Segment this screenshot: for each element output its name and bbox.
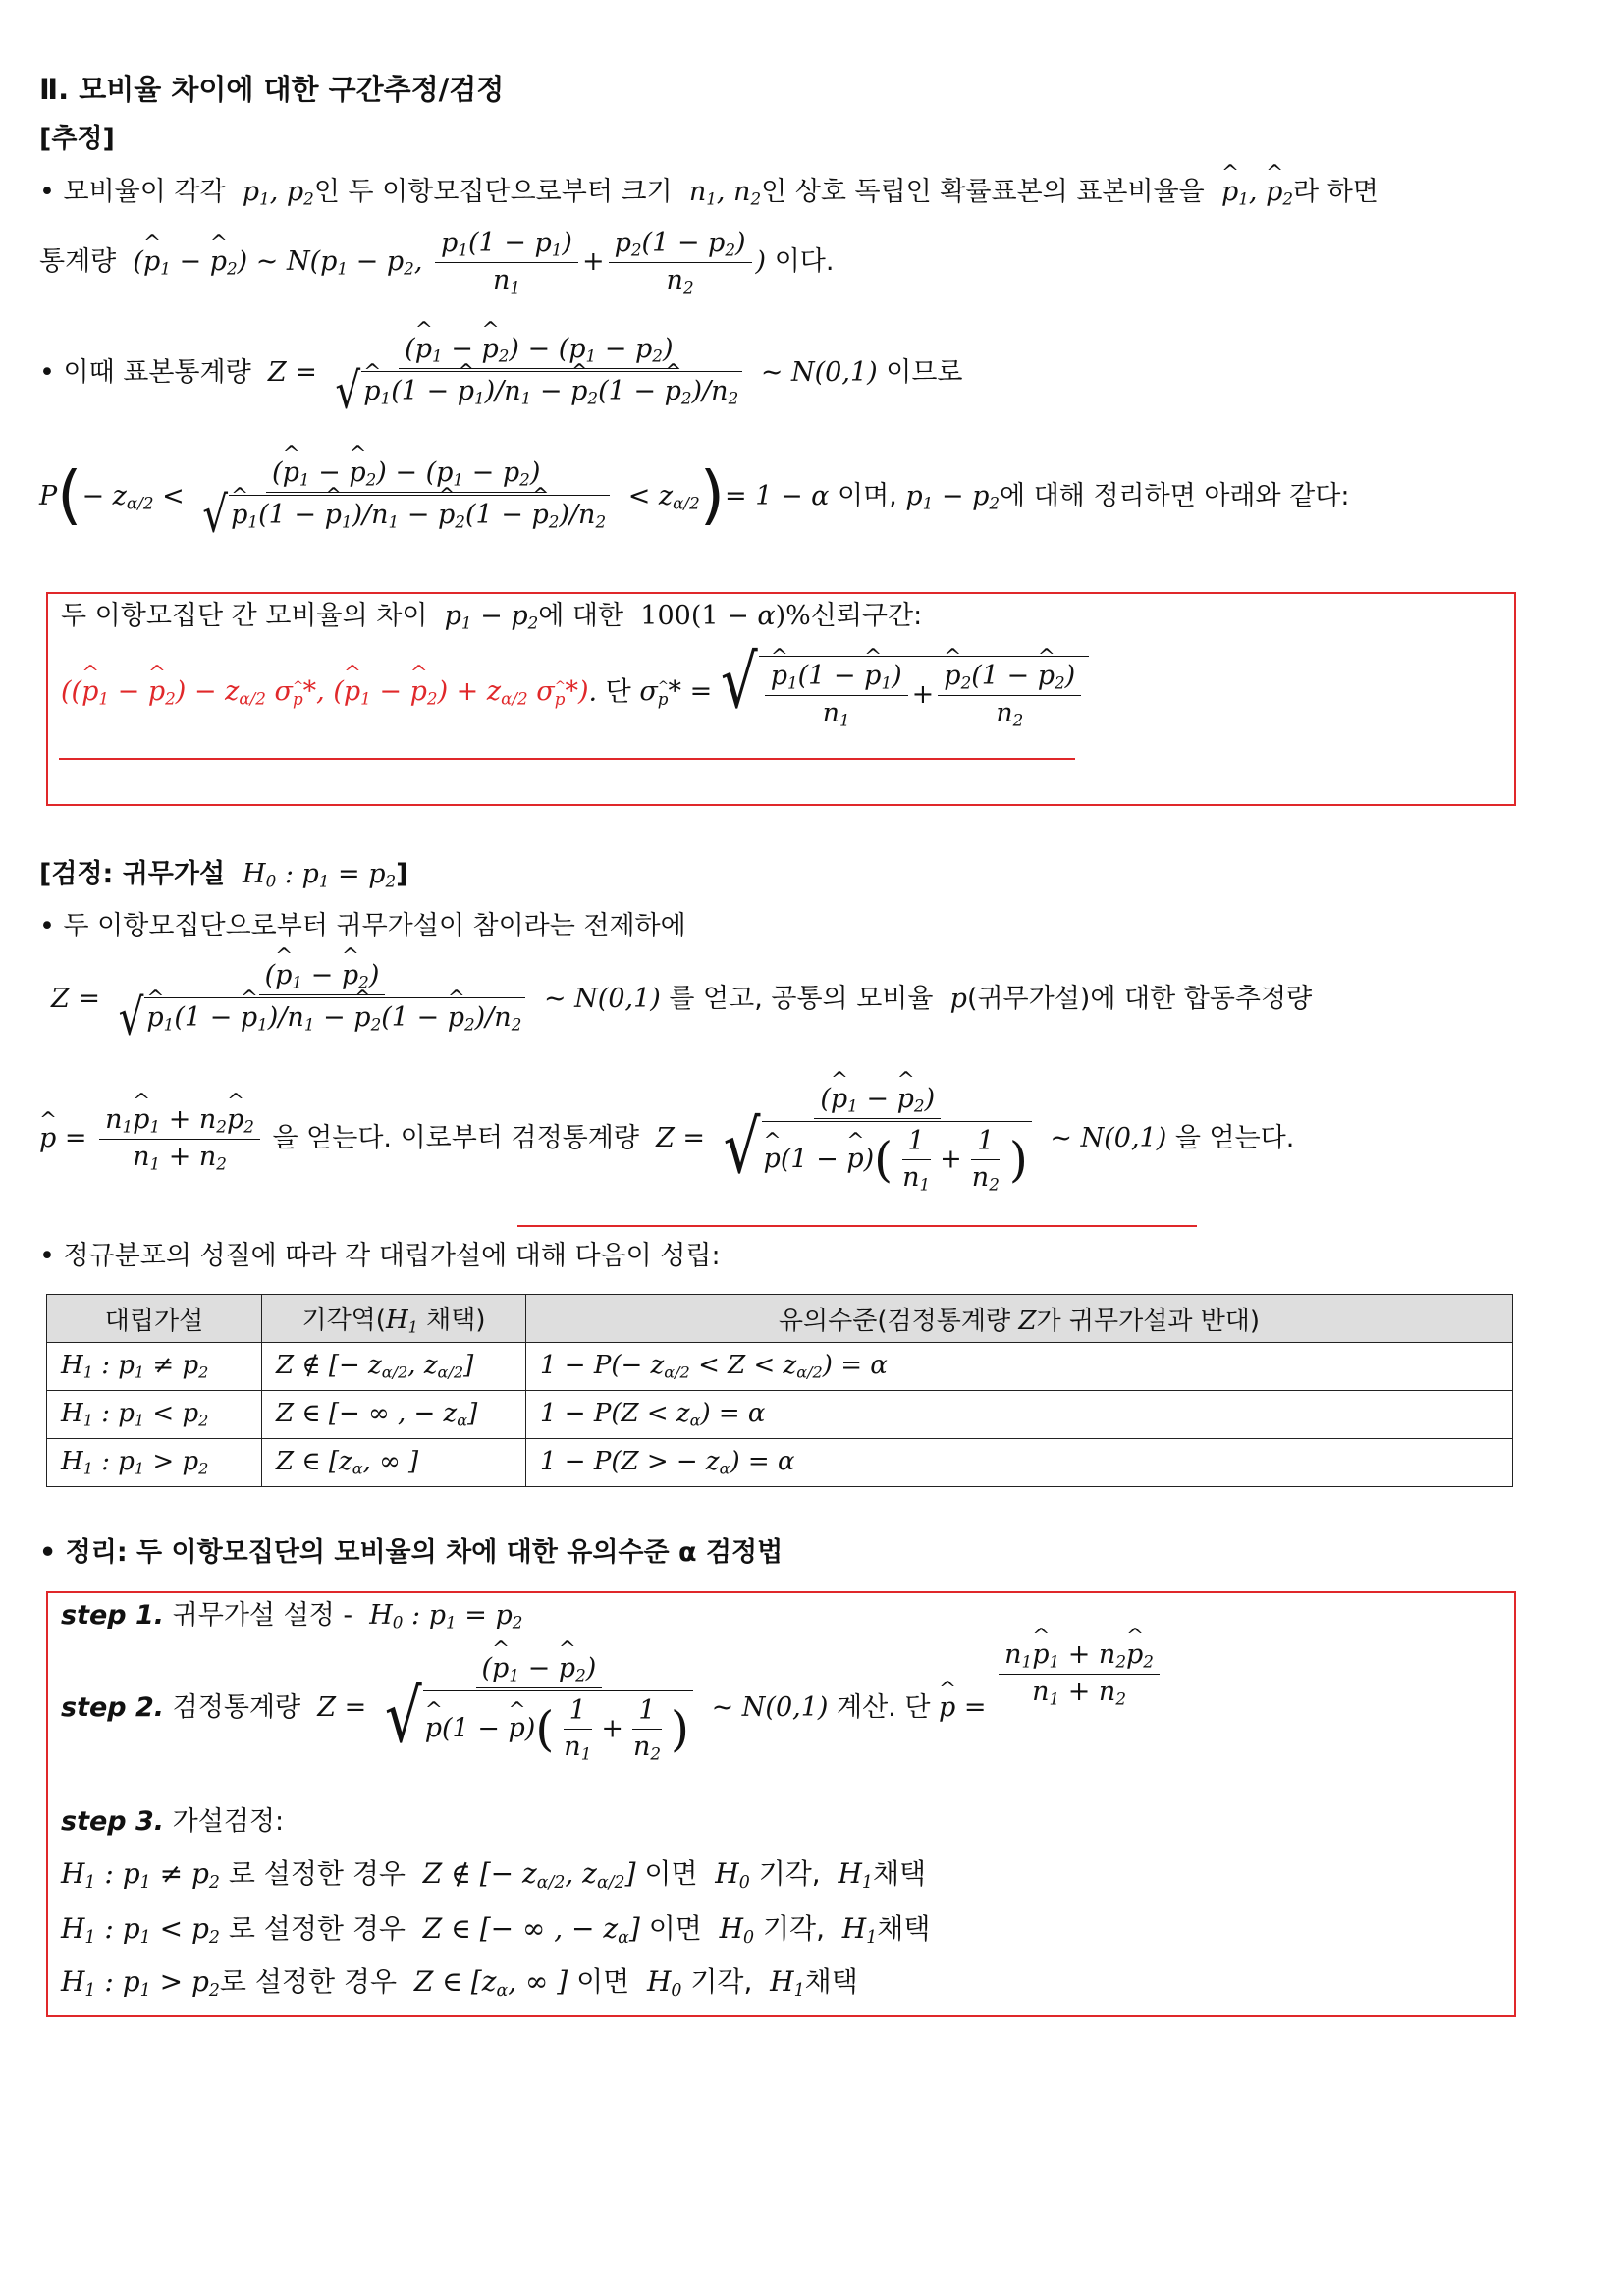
estimation-line-4: $P(- z_{\alpha/2}$ < (^ $p_1$ − ^ $p_2) - (p_1 - p_2)$ √ ^ $p_1(1$ − ^ $p_1)/n_1$ − ^ $p_2(1$ − ^ $p_2)/n_2$ < $z_{\alpha/2})= 1 - \alpha$ 이며, $p_1 - p_2$에 대해 정리하면 아래와 같다: [39, 457, 1349, 536]
table-row: $H_1$ : $p_1 < p_2$ Z ∈ [− ∞ , − $z_\alpha$] $1 - P(Z < z_\alpha) = \alpha$ [47, 1391, 1513, 1439]
estimation-line-1: • 모비율이 각각 $p_1$, $p_2$인 두 이항모집단으로부터 크기 $n_1$, $n_2$인 상호 독립인 확률표본의 표본비율을 ^ $p_1$, ^ $p_2$라 하면 [39, 177, 1379, 209]
step-3-case-lt: $H_1$ : $p_1 < p_2$ 로 설정한 경우 Z ∈ [− ∞ , − $z_\alpha$] 이면 $H_0$ 기각, $H_1$채택 [61, 1912, 931, 1948]
step-1: step 1. 귀무가설 설정 - $H_0$ : $p_1 = p_2$ [61, 1600, 523, 1632]
step-3-case-ne: $H_1$ : $p_1 \ne p_2$ 로 설정한 경우 Z ∉ [− $z_{\alpha/2}$, $z_{\alpha/2}$] 이면 $H_0$ 기각, $H_1$채택 [61, 1857, 927, 1893]
test-heading: [검정: 귀무가설 $H_0$ : $p_1 = p_2$] [39, 859, 408, 891]
table-header-row [47, 1295, 1513, 1343]
rejection-region-table [46, 1294, 1513, 1487]
table-row: $H_1$ : $p_1 > p_2$ Z ∈ [$z_\alpha$, ∞ ] 1 − P(Z > − $z_\alpha) = \alpha$ [47, 1439, 1513, 1487]
estimation-heading: [추정] [39, 124, 115, 154]
ci-box-title: 두 이항모집단 간 모비율의 차이 $p_1 - p_2$에 대한 100(1 − α)%신뢰구간: [61, 601, 923, 633]
ci-formula: ((^ $p_1$ − ^ $p_2) - z_{\alpha/2}$ σ^ $_p$*, (^ $p_1$ − ^ $p_2) + z_{\alpha/2}$ σ^ $_p$*). 단 σ^ $_p$* = √ ^ $\frac{p_1(1 - \^{} p_1)}{n_1}$ + ^ $\frac{p_2(1 - \^{} p_2)}{n_2}$ [61, 656, 1089, 730]
test-line-3: ^ p = $\frac{n_1\^{} p_1 + n_2\^{} p_2}{n_1 + n_2}$ 을 얻는다. 이로부터 검정통계량 Z = (^ $p_1$ − ^ $p_2$) √ ^ p(1 − ^ p)( $\frac{1}{n_1}$ + $\frac{1}{n_2}$ ) ~ N(0,1) 을 얻는다. [39, 1084, 1294, 1195]
estimation-line-3: • 이때 표본통계량 Z = (^ $p_1$ − ^ $p_2) - (p_1 - p_2)$ √ ^ $p_1(1$ − ^ $p_1)/n_1$ − ^ $p_2(1$ − ^ $p_2)/n_2$ ~ N(0,1) 이므로 [39, 334, 963, 412]
step-2: step 2. 검정통계량 Z = (^ $p_1$ − ^ $p_2$) √ ^ p(1 − ^ p)( $\frac{1}{n_1}$ + $\frac{1}{n_2}$ ) ~ N(0,1) 계산. 단 ^ p = $\frac{n_1\^{} p_1 + n_2\^{} p_2}{n_1 + n_2}$ [61, 1653, 1163, 1764]
step-3: step 3. 가설검정: [61, 1806, 285, 1837]
section-title: Ⅱ. 모비율 차이에 대한 구간추정/검정 [39, 73, 505, 106]
test-line-4: • 정규분포의 성질에 따라 각 대립가설에 대해 다음이 성립: [39, 1241, 721, 1271]
table-row: $H_1$ : $p_1 \ne p_2$ Z ∉ [− $z_{\alpha/2}$, $z_{\alpha/2}$] $1 - P(- z_{\alpha/2} < Z < z_{\alpha/2}) = \alpha$ [47, 1343, 1513, 1391]
test-statistic-underline [517, 1225, 1197, 1227]
estimation-line-2: 통계량 (^ $p_1$ − ^ $p_2$) ~ $N(p_1 - p_2$, $\frac{p_1(1 - p_1)}{n_1}$ + $\frac{p_2(1 - p_2)}{n_2}$ ) 이다. [39, 228, 834, 297]
test-line-1: • 두 이항모집단으로부터 귀무가설이 참이라는 전제하에 [39, 911, 686, 941]
summary-heading: • 정리: 두 이항모집단의 모비율의 차에 대한 유의수준 α 검정법 [39, 1537, 784, 1568]
col-rejection-region: 기각역($H_1$ 채택) [262, 1295, 526, 1343]
col-alt-hypothesis: 대립가설 [47, 1295, 262, 1343]
step-3-case-gt: $H_1$ : $p_1 > p_2$로 설정한 경우 Z ∈ [$z_\alpha$, ∞ ] 이면 $H_0$ 기각, $H_1$채택 [61, 1965, 858, 2001]
col-significance: 유의수준(검정통계량 Z가 귀무가설과 반대) [526, 1295, 1513, 1343]
ci-underline [59, 758, 1075, 760]
test-line-2: Z = (^ $p_1$ − ^ $p_2$) √ ^ $p_1(1$ − ^ $p_1)/n_1$ − ^ $p_2(1$ − ^ $p_2)/n_2$ ~ N(0,1) 를 얻고, 공통의 모비율 p(귀무가설)에 대한 합동추정량 [51, 960, 1312, 1039]
